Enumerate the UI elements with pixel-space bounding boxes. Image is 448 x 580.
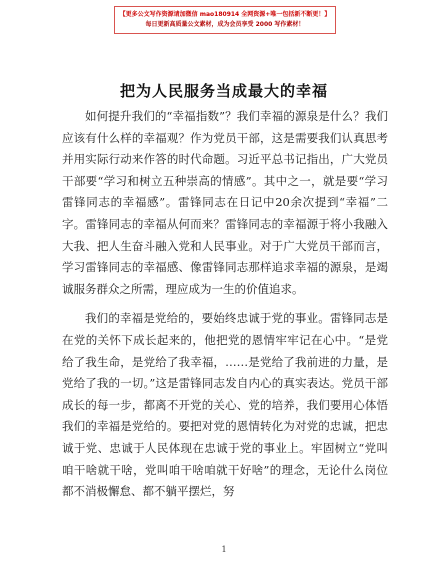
paragraph-2: 我们的幸福是党给的，要始终忠诚于党的事业。雷锋同志是在党的关怀下成长起来的，他把党的恩情牢牢记在心中。“是党给了我生命，是党给了我幸福，……是党给了我前进的力量，是党给了我的一切。”这是雷锋同志发自内心的真实表达。党员干部成长的每一步，都离不开党的关心、党的培养，我们要用心体悟我们的幸福是党给的。要把对党的恩情转化为对党的忠诚，把忠诚于党、忠诚于人民体现在忠诚于党的事业上。牢固树立“党叫咱干啥就干啥，党叫咱干啥咱就干好啥”的理念，无论什么岗位都不消极懈怠、都不躺平摆烂，努 [62,311,388,499]
document-title: 把为人民服务当成最大的幸福 [119,82,328,100]
page-number: 1 [221,545,227,554]
paragraph-1: 如何提升我们的“幸福指数”？我们幸福的源泉是什么？我们应该有什么样的幸福观？作为党员干部，这是需要我们认真思考并用实际行动来作答的时代命题。习近平总书记指出，广大党员干部要“学习和树立五种崇高的情感”。其中之一，就是要“学习雷锋同志的幸福感”。雷锋同志在日记中20余次提到“幸福”二字。雷锋同志的幸福从何而来？雷锋同志的幸福源于将小我融入大我、把人生奋斗融入党和人民事业。对于广大党员干部而言，学习雷锋同志的幸福感、像雷锋同志那样追求幸福的源泉，是竭诚服务群众之所需，理应成为一生的价值追求。 [62,109,388,296]
promo-header [114,6,336,34]
promo-line-1: 【更多公文写作资源请加微信 mao180914 全网资源+唯一包括新不断更！】 [119,11,331,18]
promo-line-2: 每日更新高质量公文素材，成为会员享受 2000 写作素材！ [145,21,305,28]
document-body [62,106,388,503]
